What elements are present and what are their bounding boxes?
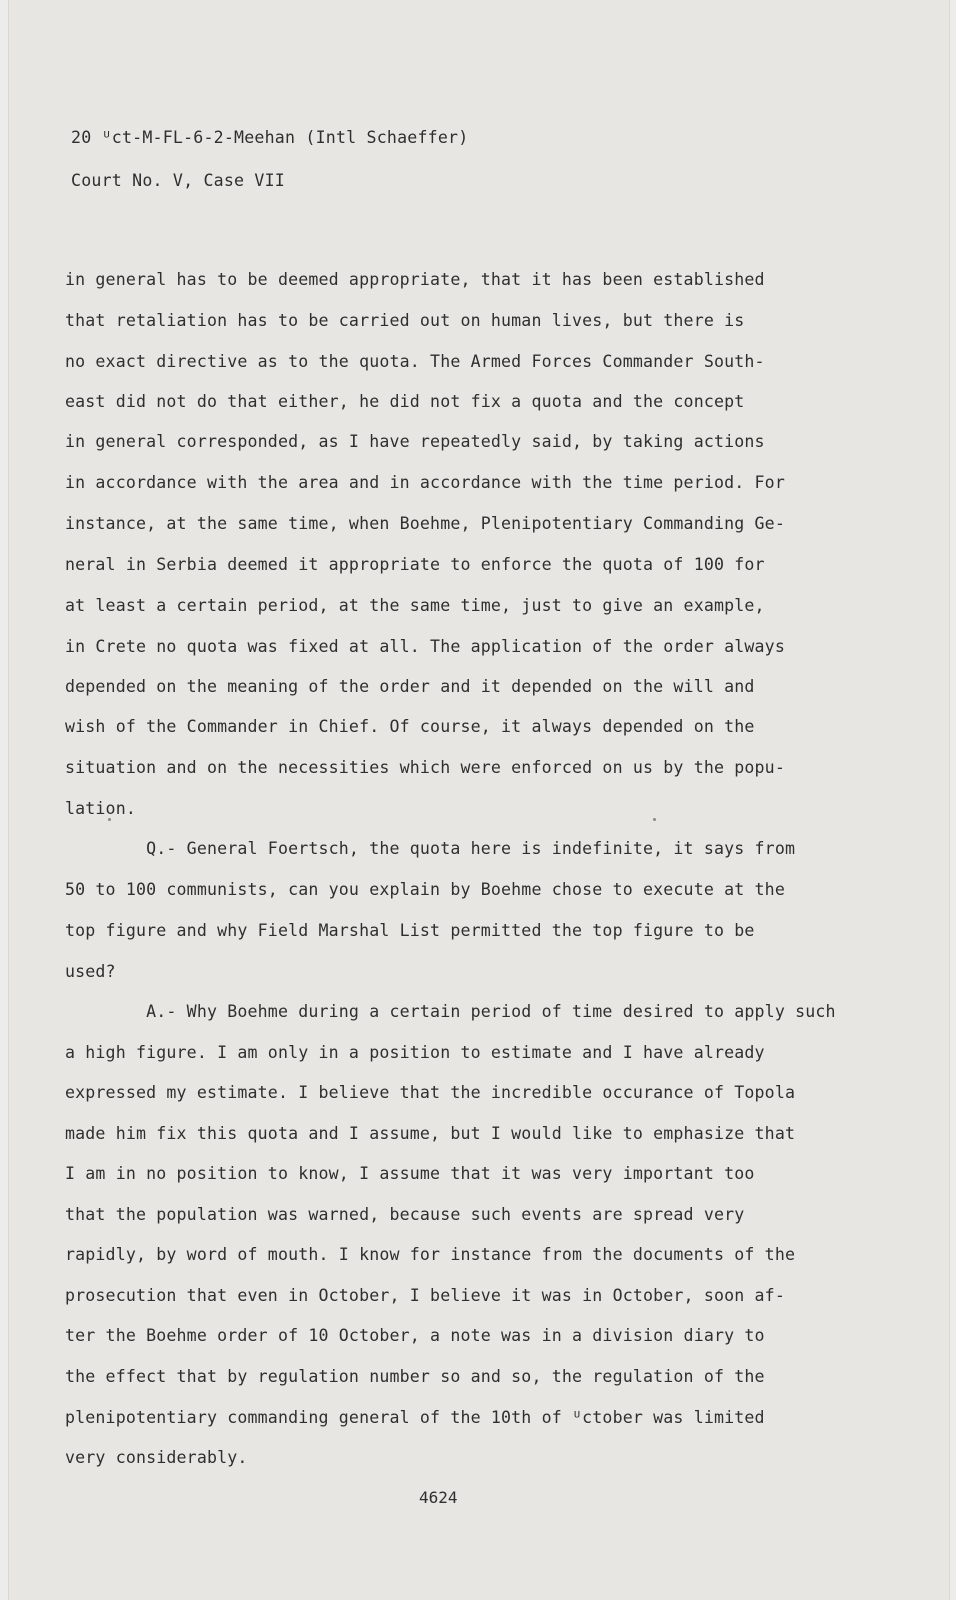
body-line: in general corresponded, as I have repeatedly said, by taking actions	[65, 432, 765, 451]
body-line: at least a certain period, at the same time, just to give an example,	[65, 596, 765, 615]
header-reference: 20 ᵁct-M-FL-6-2-Meehan (Intl Schaeffer)	[71, 128, 469, 147]
body-line: used?	[65, 962, 116, 981]
paper-speck	[108, 818, 111, 821]
body-line: A.- Why Boehme during a certain period of time desired to apply such	[65, 1002, 836, 1021]
body-line: prosecution that even in October, I believe it was in October, soon af-	[65, 1286, 785, 1305]
body-line: in Crete no quota was fixed at all. The application of the order always	[65, 637, 785, 656]
body-line: no exact directive as to the quota. The Armed Forces Commander South-	[65, 352, 765, 371]
body-line: in general has to be deemed appropriate, that it has been established	[65, 270, 765, 289]
body-line: situation and on the necessities which were enforced on us by the popu-	[65, 758, 785, 777]
body-line: 50 to 100 communists, can you explain by Boehme chose to execute at the	[65, 880, 785, 899]
body-line: lation.	[65, 799, 136, 818]
body-line: I am in no position to know, I assume that it was very important too	[65, 1164, 755, 1183]
document-page	[8, 0, 950, 1600]
body-line: the effect that by regulation number so and so, the regulation of the	[65, 1367, 765, 1386]
body-line: plenipotentiary commanding general of the 10th of ᵁctober was limited	[65, 1408, 765, 1427]
body-line: very considerably.	[65, 1448, 248, 1467]
body-line: depended on the meaning of the order and it depended on the will and	[65, 677, 755, 696]
body-line: made him fix this quota and I assume, but I would like to emphasize that	[65, 1124, 796, 1143]
body-line: a high figure. I am only in a position to estimate and I have already	[65, 1043, 765, 1062]
page-number: 4624	[419, 1488, 458, 1507]
header-court: Court No. V, Case VII	[71, 171, 285, 190]
body-line: east did not do that either, he did not fix a quota and the concept	[65, 392, 745, 411]
paper-speck	[653, 818, 656, 821]
body-line: that retaliation has to be carried out on human lives, but there is	[65, 311, 745, 330]
body-line: top figure and why Field Marshal List permitted the top figure to be	[65, 921, 755, 940]
body-line: expressed my estimate. I believe that the incredible occurance of Topola	[65, 1083, 796, 1102]
body-line: ter the Boehme order of 10 October, a note was in a division diary to	[65, 1326, 765, 1345]
body-line: that the population was warned, because such events are spread very	[65, 1205, 745, 1224]
body-line: in accordance with the area and in accordance with the time period. For	[65, 473, 785, 492]
body-line: neral in Serbia deemed it appropriate to enforce the quota of 100 for	[65, 555, 765, 574]
body-line: instance, at the same time, when Boehme, Plenipotentiary Commanding Ge-	[65, 514, 785, 533]
body-line: wish of the Commander in Chief. Of course, it always depended on the	[65, 717, 755, 736]
body-line: Q.- General Foertsch, the quota here is indefinite, it says from	[65, 839, 796, 858]
body-line: rapidly, by word of mouth. I know for instance from the documents of the	[65, 1245, 796, 1264]
